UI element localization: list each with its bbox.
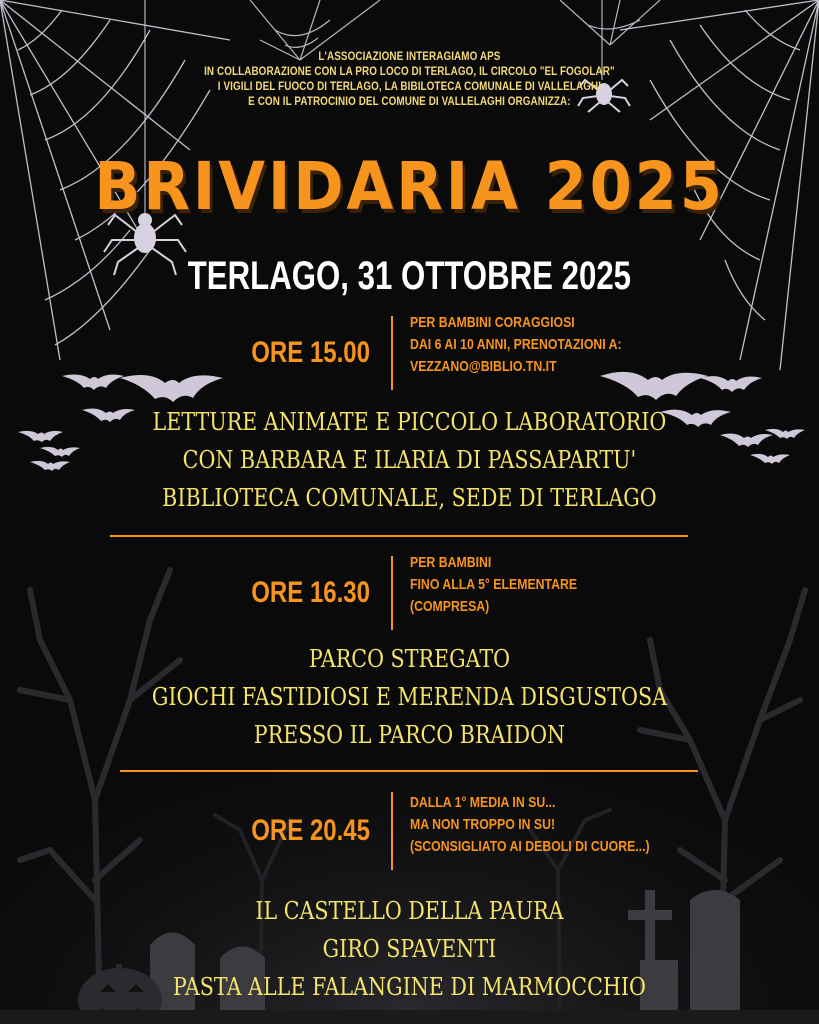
event-description-line: IL CASTELLO DELLA PAURA bbox=[255, 897, 564, 925]
event-description-line: GIRO SPAVENTI bbox=[322, 935, 497, 963]
event-date: TERLAGO, 31 OTTOBRE 2025 bbox=[187, 254, 632, 298]
event-time: ORE 20.45 bbox=[251, 814, 370, 847]
event-description-line: LETTURE ANIMATE E PICCOLO LABORATORIO bbox=[152, 408, 667, 436]
event-info-line: FINO ALLA 5° ELEMENTARE bbox=[410, 576, 578, 593]
event-info-line: (COMPRESA) bbox=[410, 598, 490, 615]
divider-vertical bbox=[391, 556, 393, 630]
event-time: ORE 16.30 bbox=[251, 576, 370, 609]
event-info-line: PER BAMBINI CORAGGIOSI bbox=[410, 314, 575, 331]
event-description-line: PASTA ALLE FALANGINE DI MARMOCCHIO bbox=[172, 973, 646, 1001]
event-info-line: MA NON TROPPO IN SU! bbox=[410, 816, 556, 833]
event-description bbox=[57, 892, 761, 1006]
event-info-line: (SCONSIGLIATO AI DEBOLI DI CUORE...) bbox=[410, 838, 650, 855]
event-description-line: GIOCHI FASTIDIOSI E MERENDA DISGUSTOSA bbox=[151, 683, 667, 711]
divider-horizontal bbox=[110, 535, 688, 537]
intro-line: I VIGILI DEL FUOCO DI TERLAGO, LA BIBILOTECA COMUNALE DI VALLELAGHI bbox=[217, 81, 602, 93]
divider-vertical bbox=[391, 792, 393, 870]
event-description-line: BIBLIOTECA COMUNALE, SEDE DI TERLAGO bbox=[162, 484, 657, 512]
event-info-line: DALLA 1° MEDIA IN SU... bbox=[410, 794, 556, 811]
event-info-line: DAI 6 AI 10 ANNI, PRENOTAZIONI A: bbox=[410, 336, 622, 353]
event-info bbox=[410, 312, 622, 378]
intro-text bbox=[57, 50, 761, 110]
event-info-line: VEZZANO@BIBLIO.TN.IT bbox=[410, 358, 557, 375]
event-info-line: PER BAMBINI bbox=[410, 554, 492, 571]
event-title: BRIVIDARIA 2025 bbox=[94, 148, 725, 225]
ground bbox=[0, 1010, 819, 1024]
divider-horizontal bbox=[120, 770, 698, 772]
event-description-line: CON BARBARA E ILARIA DI PASSAPARTU' bbox=[182, 446, 637, 474]
intro-line: L'ASSOCIAZIONE INTERAGIAMO APS bbox=[318, 51, 501, 63]
event-info bbox=[410, 792, 650, 858]
event-description-line: PARCO STREGATO bbox=[308, 645, 511, 673]
event-description-line: PRESSO IL PARCO BRAIDON bbox=[253, 721, 566, 749]
event-time: ORE 15.00 bbox=[251, 336, 370, 369]
intro-line: IN COLLABORAZIONE CON LA PRO LOCO DI TERLAGO, IL CIRCOLO "EL FOGOLAR" bbox=[204, 66, 615, 78]
event-info bbox=[410, 552, 577, 618]
event-description bbox=[57, 403, 761, 517]
event-description bbox=[57, 640, 761, 754]
intro-line: E CON IL PATROCINIO DEL COMUNE DI VALLELAGHI ORGANIZZA: bbox=[248, 96, 571, 108]
divider-vertical bbox=[391, 316, 393, 390]
